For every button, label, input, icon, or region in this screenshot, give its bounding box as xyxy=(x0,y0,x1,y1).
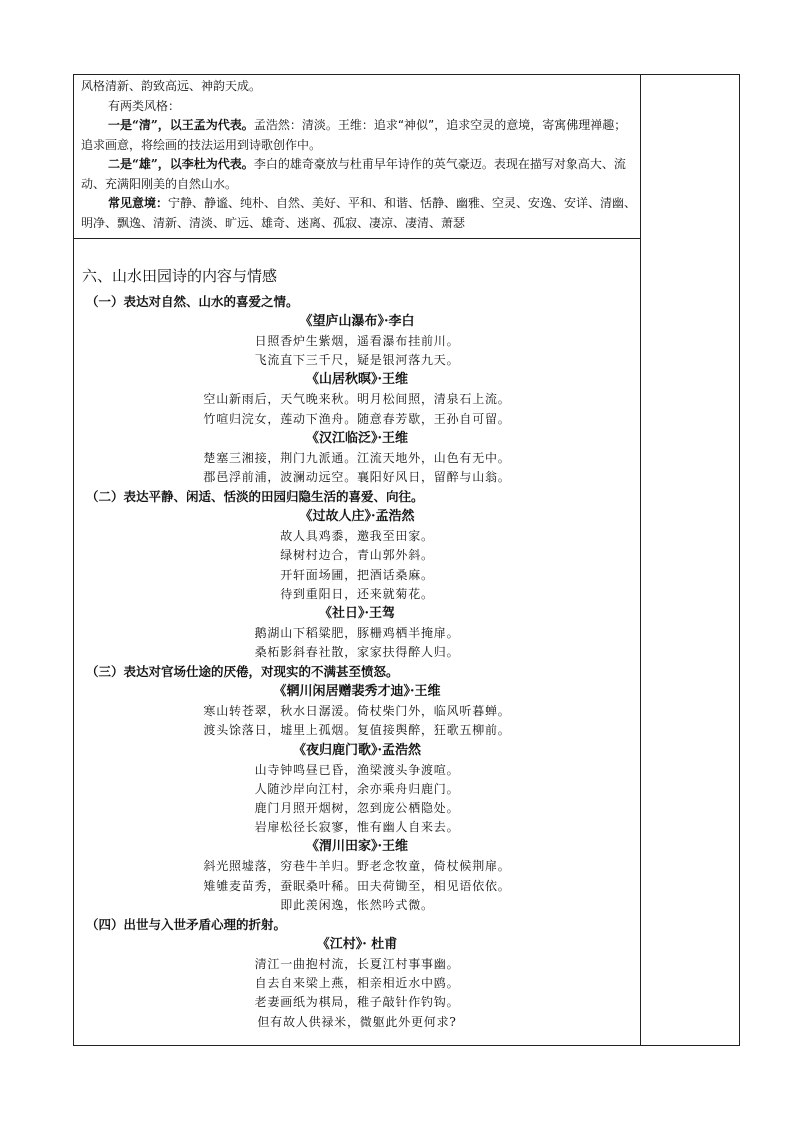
poem-line: 寒山转苍翠，秋水日潺湲。倚杖柴门外，临风听暮蝉。 xyxy=(203,704,511,719)
type-xiong-keyword: 二是“雄”，以李杜为代表。 xyxy=(108,157,254,171)
type-xiong-text: 李白的雄奇豪放与杜甫早年诗作的英气豪迈。表现在描写对象高大、流动、充满阳刚美的自然山水。 xyxy=(81,157,626,191)
column-divider xyxy=(640,75,641,1045)
poem-line: 山寺钟鸣昼已昏，渔梁渡头争渡喧。 xyxy=(254,762,460,777)
poem-title: 《渭川田家》·王维 xyxy=(305,839,409,855)
poem-line: 人随沙岸向江村，余亦乘舟归鹿门。 xyxy=(254,781,460,796)
poem-line: 老妻画纸为棋局，稚子敲针作钓钩。 xyxy=(254,995,460,1010)
poem-title: 《夜归鹿门歌》·孟浩然 xyxy=(292,742,422,758)
type-qing-text: 孟浩然：清淡。王维：追求“神似”，追求空灵的意境，寄寓佛理禅趣；追求画意，将绘画的技法运用到诗歌创作中。 xyxy=(81,118,627,152)
category-heading: （一）表达对自然、山水的喜爱之情。 xyxy=(86,294,299,309)
types-intro: 有两类风格： xyxy=(108,98,181,113)
poem-line: 鹿门月照开烟树，忽到庞公栖隐处。 xyxy=(254,801,460,815)
poem-line: 但有故人供禄米，微躯此外更何求? xyxy=(257,1014,457,1029)
poem-line: 故人具鸡黍，邀我至田家。 xyxy=(280,529,434,544)
poem-line: 开轩面场圃，把酒话桑麻。 xyxy=(280,567,434,582)
poem-line: 即此羡闲逸，怅然吟式微。 xyxy=(280,897,434,912)
common-moods xyxy=(81,194,637,233)
category-heading: （四）出世与入世矛盾心理的折射。 xyxy=(86,916,287,932)
type-qing-keyword: 一是“清”，以王孟为代表。 xyxy=(108,118,254,132)
poem-line: 鹅湖山下稻粱肥，豚栅鸡栖半掩扉。 xyxy=(254,625,460,640)
poem-line: 自去自来梁上燕，相亲相近水中鸥。 xyxy=(254,976,460,991)
poem-title: 《过故人庄》·孟浩然 xyxy=(299,509,415,525)
poem-line: 飞流直下三千尺，疑是银河落九天。 xyxy=(254,353,460,368)
common-moods-keyword: 常见意境： xyxy=(108,196,169,210)
common-moods-text: 宁静、静谧、纯朴、自然、美好、平和、和谐、恬静、幽雅、空灵、安逸、安详、清幽、明净、飘逸、清新、清淡、旷远、雄奇、迷离、孤寂、凄凉、凄清、萧瑟 xyxy=(81,196,637,230)
poem-line: 岩扉松径长寂寥，惟有幽人自来去。 xyxy=(254,820,460,835)
poem-title: 《辋川闲居赠裴秀才迪》·王维 xyxy=(273,684,441,700)
style-notes xyxy=(81,77,637,233)
poem-line: 斜光照墟落，穷巷牛羊归。野老念牧童，倚杖候荆扉。 xyxy=(203,859,511,874)
poem-line: 清江一曲抱村流，长夏江村事事幽。 xyxy=(254,956,460,971)
category-heading: （三）表达对官场仕途的厌倦，对现实的不满甚至愤怒。 xyxy=(86,664,399,680)
poem-list xyxy=(74,292,640,1032)
poem-line: 雉雊麦苗秀，蚕眠桑叶稀。田夫荷锄至，相见语依依。 xyxy=(203,878,511,893)
poem-line: 空山新雨后，天气晚来秋。明月松间照，清泉石上流。 xyxy=(203,392,511,407)
poem-title: 《社日》·王驾 xyxy=(318,605,396,621)
poem-line: 绿树村边合，青山郭外斜。 xyxy=(280,548,434,563)
poem-line: 郡邑浮前浦，波澜动远空。襄阳好风日，留醉与山翁。 xyxy=(203,469,511,484)
poem-line: 日照香炉生紫烟，遥看瀑布挂前川。 xyxy=(254,334,460,348)
poem-title: 《汉江临泛》·王维 xyxy=(305,430,409,446)
poem-title: 《望庐山瀑布》·李白 xyxy=(299,314,415,329)
poem-title: 《江村》· 杜甫 xyxy=(316,936,398,952)
style-summary: 风格清新、韵致高远、神韵天成。 xyxy=(81,79,262,93)
lesson-table xyxy=(73,74,740,1046)
section-title: 六、山水田园诗的内容与情感 xyxy=(82,267,278,285)
row-divider xyxy=(74,238,640,239)
poem-line: 楚塞三湘接，荆门九派通。江流天地外，山色有无中。 xyxy=(203,450,511,465)
type-qing xyxy=(81,116,637,155)
poem-line: 桑柘影斜春社散，家家扶得醉人归。 xyxy=(254,645,460,660)
poem-line: 渡头馀落日，墟里上孤烟。复值接舆醉，狂歌五柳前。 xyxy=(203,723,511,738)
category-heading: （二）表达平静、闲适、恬淡的田园归隐生活的喜爱、向往。 xyxy=(86,489,424,505)
poem-title: 《山居秋暝》·王维 xyxy=(305,372,409,388)
type-xiong xyxy=(81,155,637,194)
poem-line: 竹喧归浣女，莲动下渔舟。随意春芳歇，王孙自可留。 xyxy=(203,411,511,426)
poem-line: 待到重阳日，还来就菊花。 xyxy=(280,586,434,601)
